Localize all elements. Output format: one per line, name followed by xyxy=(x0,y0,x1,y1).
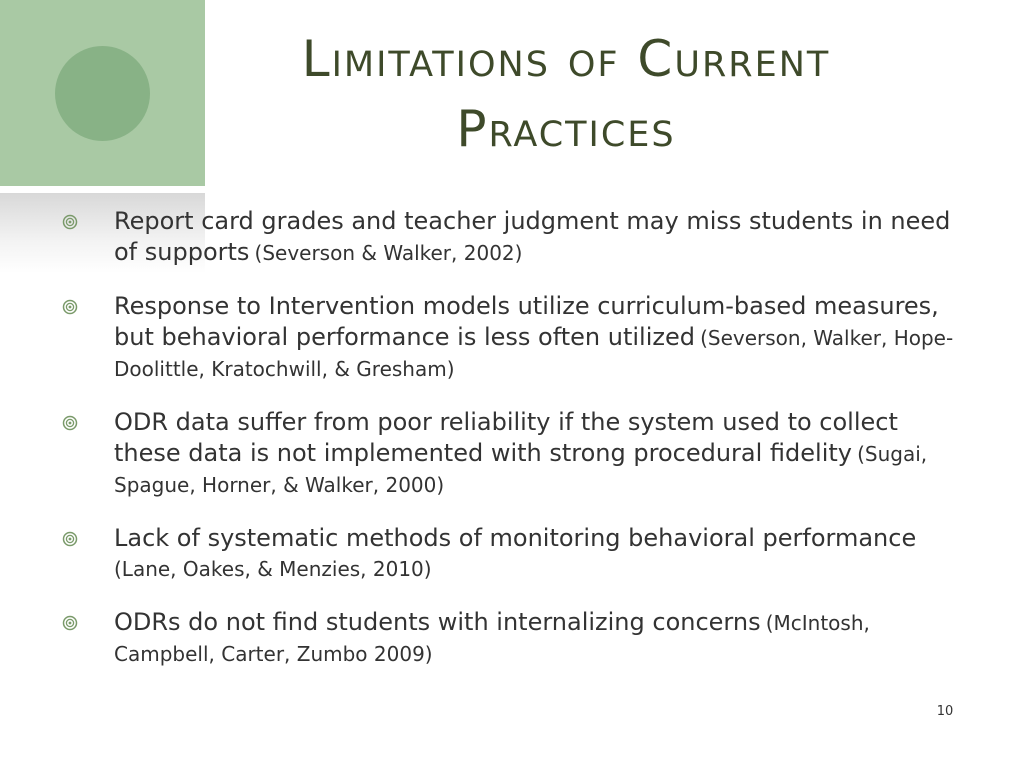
bullet-item xyxy=(62,291,962,385)
page-number: 10 xyxy=(936,704,954,719)
ring-bullet-icon xyxy=(62,214,78,230)
bullet-text: ODR data suffer from poor reliability if the system used to collect these data is not implemented with strong procedural fidelity xyxy=(114,408,898,467)
ring-bullet-icon xyxy=(62,531,78,547)
decorative-circle xyxy=(55,46,150,141)
bullet-text: Report card grades and teacher judgment may miss students in need of supports xyxy=(114,207,951,266)
bullet-citation: (Severson & Walker, 2002) xyxy=(254,241,523,265)
corner-divider xyxy=(0,188,205,191)
bullet-text: Lack of systematic methods of monitoring behavioral performance xyxy=(114,524,917,552)
bullet-citation: (Lane, Oakes, & Menzies, 2010) xyxy=(114,557,432,581)
ring-bullet-icon xyxy=(62,299,78,315)
bullet-citation: (McIntosh, Campbell, Carter, Zumbo 2009) xyxy=(114,611,870,666)
bullet-citation: (Sugai, Spague, Horner, & Walker, 2000) xyxy=(114,442,928,497)
bullet-item xyxy=(62,206,962,269)
slide-title: Limitations of Current Practices xyxy=(301,30,831,158)
bullet-item xyxy=(62,607,962,670)
bullet-item xyxy=(62,407,962,501)
ring-bullet-icon xyxy=(62,415,78,431)
bullet-text: Response to Intervention models utilize curriculum-based measures, but behavioral performance is less often utilized xyxy=(114,292,939,351)
bullet-item xyxy=(62,523,962,585)
bullet-list xyxy=(62,206,962,692)
bullet-citation: (Severson, Walker, Hope-Doolittle, Kratochwill, & Gresham) xyxy=(114,326,954,381)
ring-bullet-icon xyxy=(62,615,78,631)
bullet-text: ODRs do not find students with internalizing concerns xyxy=(114,608,761,636)
